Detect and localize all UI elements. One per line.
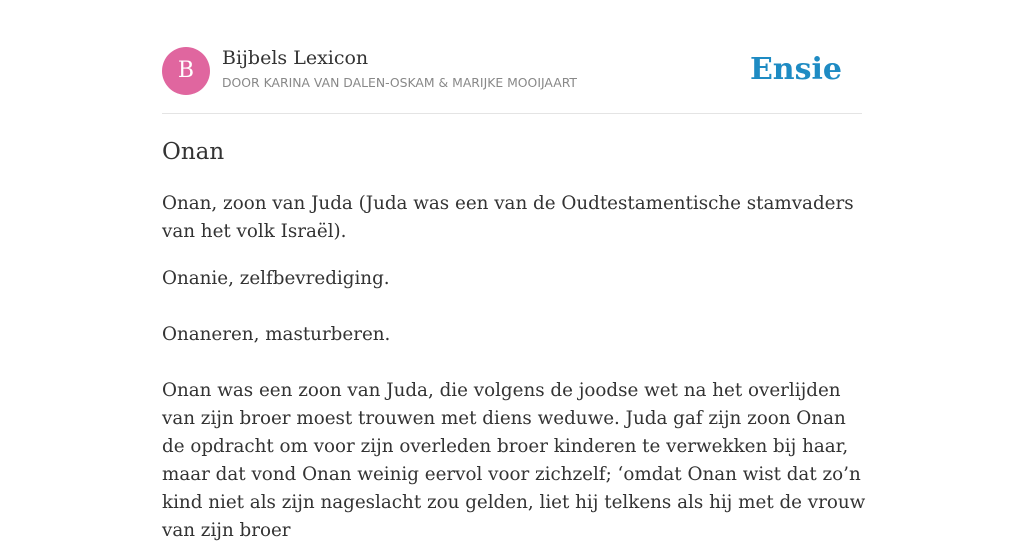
- entry-paragraph-onanie: Onanie, zelfbevrediging.: [162, 268, 390, 289]
- book-authors: DOOR KARINA VAN DALEN-OSKAM & MARIJKE MOOIJAART: [222, 75, 577, 90]
- book-avatar[interactable]: B: [162, 47, 210, 95]
- entry-content: [162, 190, 867, 545]
- entry-paragraph-definition: Onan, zoon van Juda (Juda was een van de Oudtestamentische stamvaders van het volk Israël).: [162, 193, 854, 242]
- entry-paragraph-explanation: Onan was een zoon van Juda, die volgens de joodse wet na het overlijden van zijn broer moest trouwen met diens weduwe. Juda gaf zijn zoon Onan de opdracht om voor zijn overleden broer kinderen te verwekken bij haar, maar dat vond Onan weinig eervol voor zichzelf; ‘omdat Onan wist dat zo’n kind niet als zijn nageslacht zou gelden, liet hij telkens als hij met de vrouw van zijn broer: [162, 380, 866, 541]
- ensie-logo[interactable]: Ensie: [749, 52, 842, 87]
- entry-paragraph-onaneren: Onaneren, masturberen.: [162, 324, 391, 345]
- entry-title: Onan: [162, 139, 225, 165]
- book-title-link[interactable]: Bijbels Lexicon: [222, 47, 369, 69]
- lexicon-header: [162, 46, 862, 96]
- header-divider: [162, 113, 862, 114]
